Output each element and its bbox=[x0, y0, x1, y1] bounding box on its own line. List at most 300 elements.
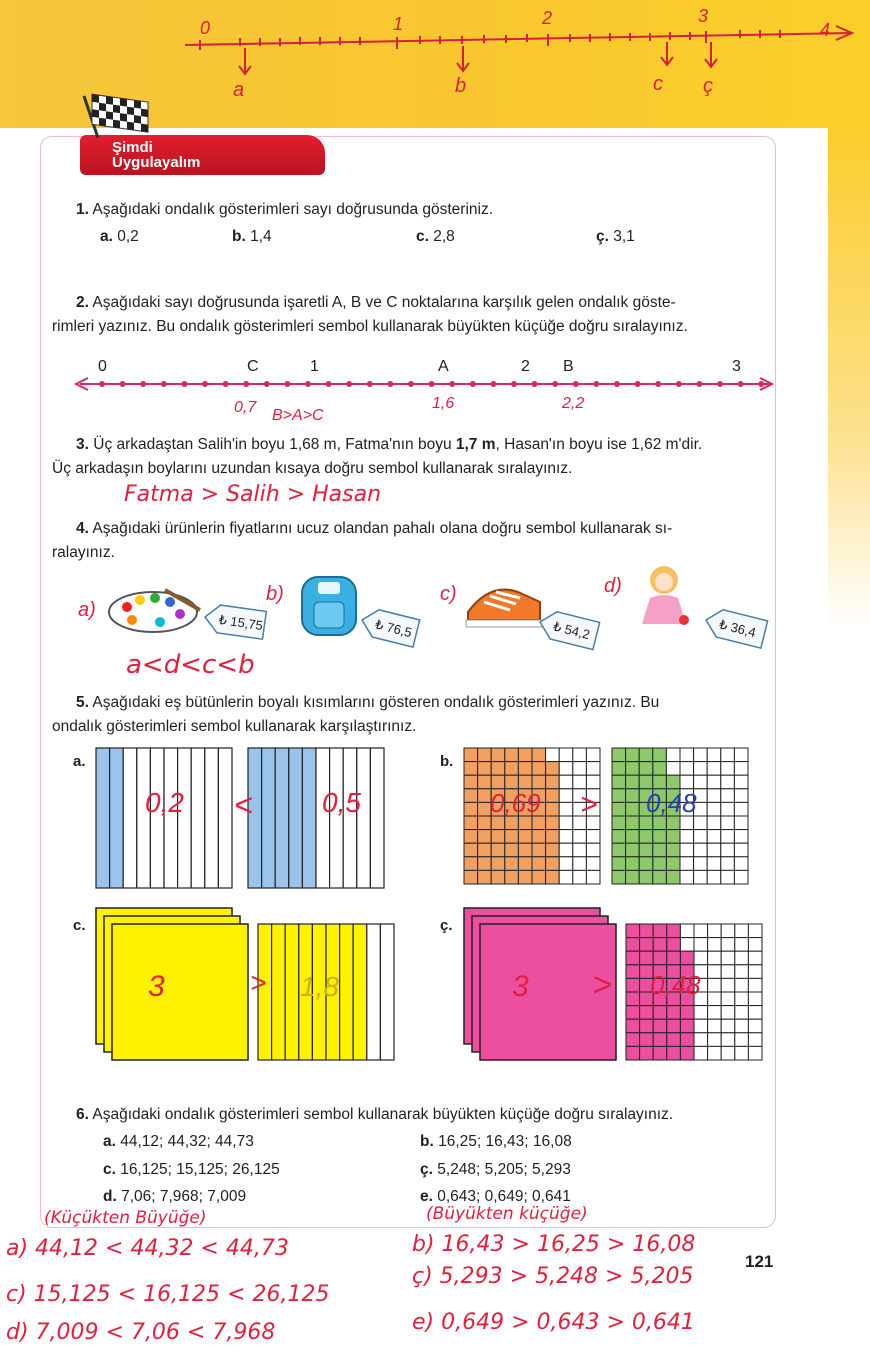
q5-cc-right-cell bbox=[708, 1033, 722, 1047]
q5-cc-right-cell bbox=[694, 1033, 708, 1047]
q5-hand-cc-left: 3 bbox=[512, 970, 529, 1003]
q5-b-left-cell bbox=[546, 816, 560, 830]
q6-hand-answer-b: b) 16,43 > 16,25 > 16,08 bbox=[412, 1232, 696, 1257]
q5-b-left-cell bbox=[546, 857, 560, 871]
q5-b-left-cell bbox=[491, 816, 505, 830]
q5-b-right-cell bbox=[734, 843, 748, 857]
q5-b-right-cell bbox=[626, 830, 640, 844]
q6-hand-answer-cc: ç) 5,293 > 5,248 > 5,205 bbox=[412, 1264, 694, 1289]
q5-b-left-cell bbox=[573, 762, 587, 776]
q5-b-left-cell bbox=[532, 762, 546, 776]
q5-b-right-cell bbox=[626, 748, 640, 762]
q5-b-left-cell bbox=[532, 857, 546, 871]
doll-icon bbox=[642, 566, 689, 625]
q5-b-left-cell bbox=[478, 843, 492, 857]
q2-line-dot bbox=[284, 381, 290, 387]
q5-cc-right-cell bbox=[735, 1019, 749, 1033]
q2-line-dot bbox=[408, 381, 414, 387]
q5-cc-right-cell bbox=[680, 1033, 694, 1047]
q5-b-right-cell bbox=[721, 870, 735, 884]
q2-line2: rimleri yazınız. Bu ondalık gösterimleri sembol kullanarak büyükten küçüğe doğru sıralayınız. bbox=[52, 318, 688, 335]
q5-cc-right-cell bbox=[653, 951, 667, 965]
q5-hand-a-right: 0,5 bbox=[322, 787, 361, 818]
q5-cc-right-cell bbox=[667, 1006, 681, 1020]
q5-cc-right-cell bbox=[626, 965, 640, 979]
q5-b-left-cell bbox=[586, 830, 600, 844]
q2-line-dot bbox=[511, 381, 517, 387]
q5-b-right-cell bbox=[680, 843, 694, 857]
q2-line-dot bbox=[305, 381, 311, 387]
q5-b-right-cell bbox=[612, 789, 626, 803]
q2-axis-b: B bbox=[563, 358, 574, 375]
q5-b-right-cell bbox=[680, 775, 694, 789]
q5-b-right-cell bbox=[734, 816, 748, 830]
q6-hand-answer-a: a) 44,12 < 44,32 < 44,73 bbox=[6, 1236, 289, 1261]
q5-b-right-cell bbox=[694, 775, 708, 789]
q5-b-right-cell bbox=[707, 762, 721, 776]
q5-cc-right-cell bbox=[735, 965, 749, 979]
svg-text:₺ 54,2: ₺ 54,2 bbox=[551, 618, 592, 643]
q5-b-left-cell bbox=[586, 762, 600, 776]
q5-b-right-cell bbox=[721, 748, 735, 762]
q5-b-left-cell bbox=[573, 843, 587, 857]
hand-tick-0: 0 bbox=[200, 18, 211, 38]
q5-cc-right-cell bbox=[708, 951, 722, 965]
q5-b-left-cell bbox=[559, 748, 573, 762]
sneaker-icon bbox=[466, 590, 542, 628]
q2-line-dot bbox=[614, 381, 620, 387]
q5-a-right-strip bbox=[343, 748, 357, 888]
q5-b-left-cell bbox=[464, 816, 478, 830]
q5-cc-right-cell bbox=[667, 1033, 681, 1047]
hand-point-c: c bbox=[653, 73, 663, 95]
q5-cc-right-cell bbox=[667, 924, 681, 938]
q5-cc-right-cell bbox=[640, 1046, 654, 1060]
q5-b-right-cell bbox=[666, 857, 680, 871]
hand-point-cc: ç bbox=[703, 75, 713, 97]
q5-b-right-cell bbox=[721, 775, 735, 789]
q2-text bbox=[76, 291, 776, 315]
q5-b-right-cell bbox=[612, 857, 626, 871]
q5-b-right-cell bbox=[666, 830, 680, 844]
q5-b-right-cell bbox=[612, 775, 626, 789]
q5-b-left-cell bbox=[559, 775, 573, 789]
q5-b-left-cell bbox=[573, 870, 587, 884]
q5-cc-right-cell bbox=[694, 1006, 708, 1020]
q5-cc-right-cell bbox=[640, 1019, 654, 1033]
q5-hand-c-left: 3 bbox=[148, 970, 165, 1003]
q5-cc-right-cell bbox=[694, 1019, 708, 1033]
q5-a-left-strip bbox=[218, 748, 232, 888]
q5-b-left-cell bbox=[586, 857, 600, 871]
q2-line-dot bbox=[429, 381, 435, 387]
svg-text:₺ 36,4: ₺ 36,4 bbox=[717, 616, 758, 641]
q2-line-dot bbox=[346, 381, 352, 387]
hand-point-b: b bbox=[455, 75, 467, 97]
q5-b-right-cell bbox=[734, 802, 748, 816]
q5-b-left-cell bbox=[478, 748, 492, 762]
backpack-icon bbox=[302, 577, 356, 635]
hand-point-a: a bbox=[233, 79, 245, 101]
q5-cc-right-cell bbox=[708, 992, 722, 1006]
q6-number: 6. bbox=[76, 1106, 89, 1123]
q5-a-left-strip bbox=[96, 748, 110, 888]
q5-a-left-strip bbox=[150, 748, 164, 888]
q5-b-left-cell bbox=[518, 830, 532, 844]
q5-b-right-cell bbox=[721, 816, 735, 830]
q5-cc-right-cell bbox=[708, 924, 722, 938]
q5-cc-right-cell bbox=[721, 1033, 735, 1047]
q2-axis-2: 2 bbox=[521, 358, 530, 375]
q5-b-left-cell bbox=[478, 816, 492, 830]
q5-cc-right-cell bbox=[735, 1033, 749, 1047]
q2-axis-3: 3 bbox=[732, 358, 741, 375]
q5-cc-right-cell bbox=[626, 992, 640, 1006]
q6-hand-right-note: (Büyükten küçüğe) bbox=[426, 1204, 588, 1224]
q5-b-left-cell bbox=[559, 857, 573, 871]
q5-cc-right-cell bbox=[748, 1033, 762, 1047]
q5-b-left-cell bbox=[464, 789, 478, 803]
q4-hand-c: c) bbox=[440, 583, 457, 605]
q5-b-right-cell bbox=[694, 843, 708, 857]
q2-line-dot bbox=[367, 381, 373, 387]
q5-b-left-cell bbox=[586, 843, 600, 857]
q5-b-right-cell bbox=[680, 816, 694, 830]
q5-cc-right-cell bbox=[721, 951, 735, 965]
q5-b-left-cell bbox=[478, 857, 492, 871]
q5-b-left-cell bbox=[559, 870, 573, 884]
q5-b-right-cell bbox=[721, 789, 735, 803]
q5-cc-right-cell bbox=[721, 924, 735, 938]
q1-question: Aşağıdaki ondalık gösterimleri sayı doğrusunda gösteriniz. bbox=[92, 201, 494, 218]
q2-line-dot bbox=[243, 381, 249, 387]
q4-number: 4. bbox=[76, 520, 89, 537]
q2-line-dot bbox=[655, 381, 661, 387]
q5-b-left-cell bbox=[532, 843, 546, 857]
q5-hand-cc-cmp: > bbox=[592, 966, 612, 1004]
q5-cc-right-cell bbox=[640, 938, 654, 952]
q5-b-right-cell bbox=[612, 870, 626, 884]
q2-line-dot bbox=[552, 381, 558, 387]
q5-cc-right-cell bbox=[721, 1006, 735, 1020]
q5-b-right-cell bbox=[694, 870, 708, 884]
q2-line-dot bbox=[593, 381, 599, 387]
hand-tick-1: 1 bbox=[393, 14, 404, 34]
q5-b-right-cell bbox=[626, 789, 640, 803]
q4-hand-b: b) bbox=[266, 583, 284, 605]
q3-hand-answer: Fatma > Salih > Hasan bbox=[124, 482, 382, 507]
q5-b-left-cell bbox=[505, 870, 519, 884]
q2-number: 2. bbox=[76, 294, 89, 311]
q5-cc-right-cell bbox=[721, 1019, 735, 1033]
paint-palette-icon bbox=[109, 590, 200, 632]
q5-cc-right-cell bbox=[626, 978, 640, 992]
q5-b-left-cell bbox=[464, 762, 478, 776]
q5-b-left-cell bbox=[573, 830, 587, 844]
q5-cc-right-cell bbox=[626, 938, 640, 952]
q5-cc-right-cell bbox=[748, 938, 762, 952]
q5-b-right-cell bbox=[680, 748, 694, 762]
q5-b-left-cell bbox=[546, 843, 560, 857]
q5-cc-right-cell bbox=[708, 1006, 722, 1020]
q1-option-b: b. 1,4 bbox=[232, 228, 272, 245]
q5-b-left-cell bbox=[464, 870, 478, 884]
q5-cc-right-cell bbox=[735, 951, 749, 965]
q5-b-right-cell bbox=[707, 857, 721, 871]
q5-b-left-cell bbox=[586, 870, 600, 884]
q5-b-right-cell bbox=[639, 775, 653, 789]
q5-b-left-cell bbox=[505, 843, 519, 857]
q5-cc-right-cell bbox=[694, 1046, 708, 1060]
q5-cc-right-cell bbox=[721, 978, 735, 992]
q2-line-dot bbox=[99, 381, 105, 387]
q5-cc-right-cell bbox=[735, 1046, 749, 1060]
q5-cc-right-cell bbox=[708, 965, 722, 979]
q5-b-right-cell bbox=[707, 789, 721, 803]
q5-hand-b-left: 0,69 bbox=[490, 788, 541, 818]
q5-cc-right-cell bbox=[626, 1006, 640, 1020]
q2-line-dot bbox=[490, 381, 496, 387]
q5-b-left-cell bbox=[505, 857, 519, 871]
q5-b-left-cell bbox=[478, 762, 492, 776]
page-number: 121 bbox=[745, 1252, 774, 1271]
q2-line-dot bbox=[449, 381, 455, 387]
q5-a-right-strip bbox=[289, 748, 303, 888]
q5-cc-right-cell bbox=[653, 1033, 667, 1047]
q5-b-right-cell bbox=[639, 857, 653, 871]
q5-b-left-cell bbox=[464, 830, 478, 844]
q5-cc-right-cell bbox=[735, 938, 749, 952]
price-tag-a bbox=[203, 603, 266, 639]
q5-b-right-cell bbox=[707, 775, 721, 789]
q5-a-left-strip bbox=[205, 748, 219, 888]
q5-cc-right-cell bbox=[626, 1046, 640, 1060]
q5-b-left-cell bbox=[532, 748, 546, 762]
q1-text bbox=[76, 198, 493, 222]
q4-hand-answer: a<d<c<b bbox=[126, 650, 255, 680]
q5-a-left-strip bbox=[137, 748, 151, 888]
q5-b-right-cell bbox=[653, 843, 667, 857]
q5-b-right-cell bbox=[639, 816, 653, 830]
q5-cc-right-cell bbox=[748, 992, 762, 1006]
q5-b-left-cell bbox=[478, 775, 492, 789]
q2-line-dot bbox=[387, 381, 393, 387]
q5-b-left-cell bbox=[505, 775, 519, 789]
q6-hand-answer-c: c) 15,125 < 16,125 < 26,125 bbox=[6, 1282, 330, 1307]
q5-cc-right-cell bbox=[748, 965, 762, 979]
q5-cc-right-cell bbox=[748, 1006, 762, 1020]
q5-cc-right-cell bbox=[735, 992, 749, 1006]
q5-hand-a-cmp: < bbox=[234, 787, 253, 823]
q5-cc-right-cell bbox=[667, 1019, 681, 1033]
q5-cc-right-cell bbox=[680, 1006, 694, 1020]
q5-b-right-cell bbox=[707, 870, 721, 884]
q5-cc-right-cell bbox=[735, 1006, 749, 1020]
q2-hand-c: 0,7 bbox=[234, 399, 257, 416]
q5-b-right-cell bbox=[694, 816, 708, 830]
q2-line-dot bbox=[696, 381, 702, 387]
q5-b-right-cell bbox=[721, 843, 735, 857]
q6-text: 6. Aşağıdaki ondalık gösterimleri sembol kullanarak büyükten küçüğe doğru sıralayınız. bbox=[76, 1106, 674, 1123]
q5-a-left-strip bbox=[178, 748, 192, 888]
q5-b-left-cell bbox=[518, 870, 532, 884]
q5-cc-right-cell bbox=[735, 978, 749, 992]
q5-b-left-cell bbox=[559, 830, 573, 844]
checkered-flag-icon bbox=[76, 92, 162, 142]
q5-b-left-cell bbox=[505, 762, 519, 776]
price-tag-c bbox=[537, 608, 600, 649]
q5-b-right-cell bbox=[612, 843, 626, 857]
hand-tick-4: 4 bbox=[820, 20, 831, 40]
q5-b-left-cell bbox=[464, 843, 478, 857]
q5-cc-right-cell bbox=[748, 1019, 762, 1033]
q5-b-right-cell bbox=[707, 748, 721, 762]
q5-b-right-cell bbox=[639, 762, 653, 776]
q5-b-right-cell bbox=[707, 843, 721, 857]
q5-b-right-cell bbox=[680, 830, 694, 844]
q5-cc-right-cell bbox=[640, 951, 654, 965]
q5-b-left-cell bbox=[464, 775, 478, 789]
q5-cc-right-cell bbox=[721, 992, 735, 1006]
q5-b-right-cell bbox=[680, 857, 694, 871]
q5-b-left-cell bbox=[518, 762, 532, 776]
q5-b-left-cell bbox=[546, 748, 560, 762]
q2-line-dot bbox=[635, 381, 641, 387]
q5-b-right-cell bbox=[734, 748, 748, 762]
q5-b-left-cell bbox=[478, 830, 492, 844]
q5-b-left-cell bbox=[532, 775, 546, 789]
q5-b-right-cell bbox=[680, 762, 694, 776]
q5-b-right-cell bbox=[653, 762, 667, 776]
hand-tick-2: 2 bbox=[542, 8, 553, 28]
hand-tick-3: 3 bbox=[698, 6, 709, 26]
q5-b-right-cell bbox=[734, 870, 748, 884]
q5-cc-right-cell bbox=[721, 938, 735, 952]
q5-a-left-strip bbox=[123, 748, 137, 888]
q5-b-left-cell bbox=[546, 775, 560, 789]
q2-hand-b: 2,2 bbox=[562, 395, 585, 412]
q5-a-right-strip bbox=[330, 748, 344, 888]
q5-cc-right-cell bbox=[667, 1046, 681, 1060]
q5-cc-right-cell bbox=[748, 978, 762, 992]
q5-a-right-strip bbox=[316, 748, 330, 888]
q5-b-right-cell bbox=[653, 830, 667, 844]
q5-b-right-cell bbox=[626, 816, 640, 830]
q2-line-dot bbox=[758, 381, 764, 387]
q6-option-d: d. 7,06; 7,968; 7,009 bbox=[103, 1188, 247, 1205]
q5-b-right-cell bbox=[694, 857, 708, 871]
q5-b-right-cell bbox=[626, 762, 640, 776]
q5-b-right-cell bbox=[734, 775, 748, 789]
q5-cc-right-cell bbox=[708, 1019, 722, 1033]
q5-b-right-cell bbox=[612, 816, 626, 830]
q5-cc-right-cell bbox=[708, 1046, 722, 1060]
svg-text:₺ 15,75: ₺ 15,75 bbox=[217, 612, 264, 634]
q5-cc-right-cell bbox=[708, 938, 722, 952]
q1-option-cc: ç. 3,1 bbox=[596, 228, 635, 245]
q5-b-left-cell bbox=[505, 748, 519, 762]
q5-number: 5. bbox=[76, 694, 89, 711]
q5-b-left-cell bbox=[464, 857, 478, 871]
q5-cc-right-cell bbox=[721, 1046, 735, 1060]
q5-cc-right-cell bbox=[626, 951, 640, 965]
q5-b-left-cell bbox=[532, 816, 546, 830]
q2-number-line bbox=[70, 350, 780, 430]
q5-b-left-cell bbox=[518, 857, 532, 871]
q5-b-left-cell bbox=[586, 775, 600, 789]
q2-line-dot bbox=[202, 381, 208, 387]
q5-cc-right-cell bbox=[680, 951, 694, 965]
q5-b-left-cell bbox=[518, 843, 532, 857]
q5-cc-right-cell bbox=[680, 938, 694, 952]
q6-hand-answer-d: d) 7,009 < 7,06 < 7,968 bbox=[6, 1320, 276, 1345]
q2-hand-order: B>A>C bbox=[272, 407, 324, 424]
q5-b-right-cell bbox=[694, 762, 708, 776]
q5-b-right-cell bbox=[734, 830, 748, 844]
q2-line1: Aşağıdaki sayı doğrusunda işaretli A, B ve C noktalarına karşılık gelen ondalık göste- bbox=[92, 294, 676, 311]
q5-b-left-cell bbox=[491, 857, 505, 871]
q5-b-right-cell bbox=[653, 870, 667, 884]
q5-cc-right-cell bbox=[694, 938, 708, 952]
q5-label-a: a. bbox=[73, 753, 86, 770]
q4-hand-d: d) bbox=[604, 575, 622, 597]
q5-b-right-cell bbox=[734, 857, 748, 871]
q5-b-right-cell bbox=[680, 870, 694, 884]
q2-axis-1: 1 bbox=[310, 358, 319, 375]
q5-b-right-cell bbox=[626, 870, 640, 884]
q1-number: 1. bbox=[76, 201, 89, 218]
q5-b-left-cell bbox=[518, 775, 532, 789]
q5-b-right-cell bbox=[653, 816, 667, 830]
q5-b-right-cell bbox=[626, 857, 640, 871]
q5-b-right-cell bbox=[653, 857, 667, 871]
q5-cc-right-cell bbox=[653, 1006, 667, 1020]
q5-b-left-cell bbox=[546, 870, 560, 884]
q5-cc-right-cell bbox=[735, 924, 749, 938]
q5-c-right-strip bbox=[285, 924, 299, 1060]
q5-cc-right-cell bbox=[626, 1019, 640, 1033]
q5-b-right-cell bbox=[734, 762, 748, 776]
q2-line-dot bbox=[120, 381, 126, 387]
q5-b-right-cell bbox=[639, 830, 653, 844]
q6-option-e: e. 0,643; 0,649; 0,641 bbox=[420, 1188, 571, 1205]
q5-cc-right-cell bbox=[694, 951, 708, 965]
q5-hand-c-right: 1,8 bbox=[300, 971, 339, 1002]
q5-b-left-cell bbox=[573, 857, 587, 871]
q5-cc-right-cell bbox=[640, 1006, 654, 1020]
q5-cc-right-cell bbox=[640, 1033, 654, 1047]
q5-b-left-cell bbox=[491, 748, 505, 762]
q5-label-c: c. bbox=[73, 917, 86, 934]
q2-line-dot bbox=[532, 381, 538, 387]
q5-b-right-cell bbox=[612, 830, 626, 844]
q5-b-left-cell bbox=[546, 830, 560, 844]
q5-b-left-cell bbox=[464, 748, 478, 762]
q3-number: 3. bbox=[76, 436, 89, 453]
q5-b-right-cell bbox=[721, 857, 735, 871]
q2-line-dot bbox=[717, 381, 723, 387]
q6-option-c: c. 16,125; 15,125; 26,125 bbox=[103, 1161, 280, 1178]
q5-b-left-cell bbox=[491, 830, 505, 844]
q6-hand-answer-e: e) 0,649 > 0,643 > 0,641 bbox=[412, 1310, 695, 1335]
q5-cc-right-cell bbox=[748, 951, 762, 965]
q1-option-c: c. 2,8 bbox=[416, 228, 455, 245]
q5-b-right-cell bbox=[694, 748, 708, 762]
q2-line-dot bbox=[161, 381, 167, 387]
q5-b-right-cell bbox=[666, 870, 680, 884]
q5-b-right-cell bbox=[707, 816, 721, 830]
q5-b-right-cell bbox=[734, 789, 748, 803]
